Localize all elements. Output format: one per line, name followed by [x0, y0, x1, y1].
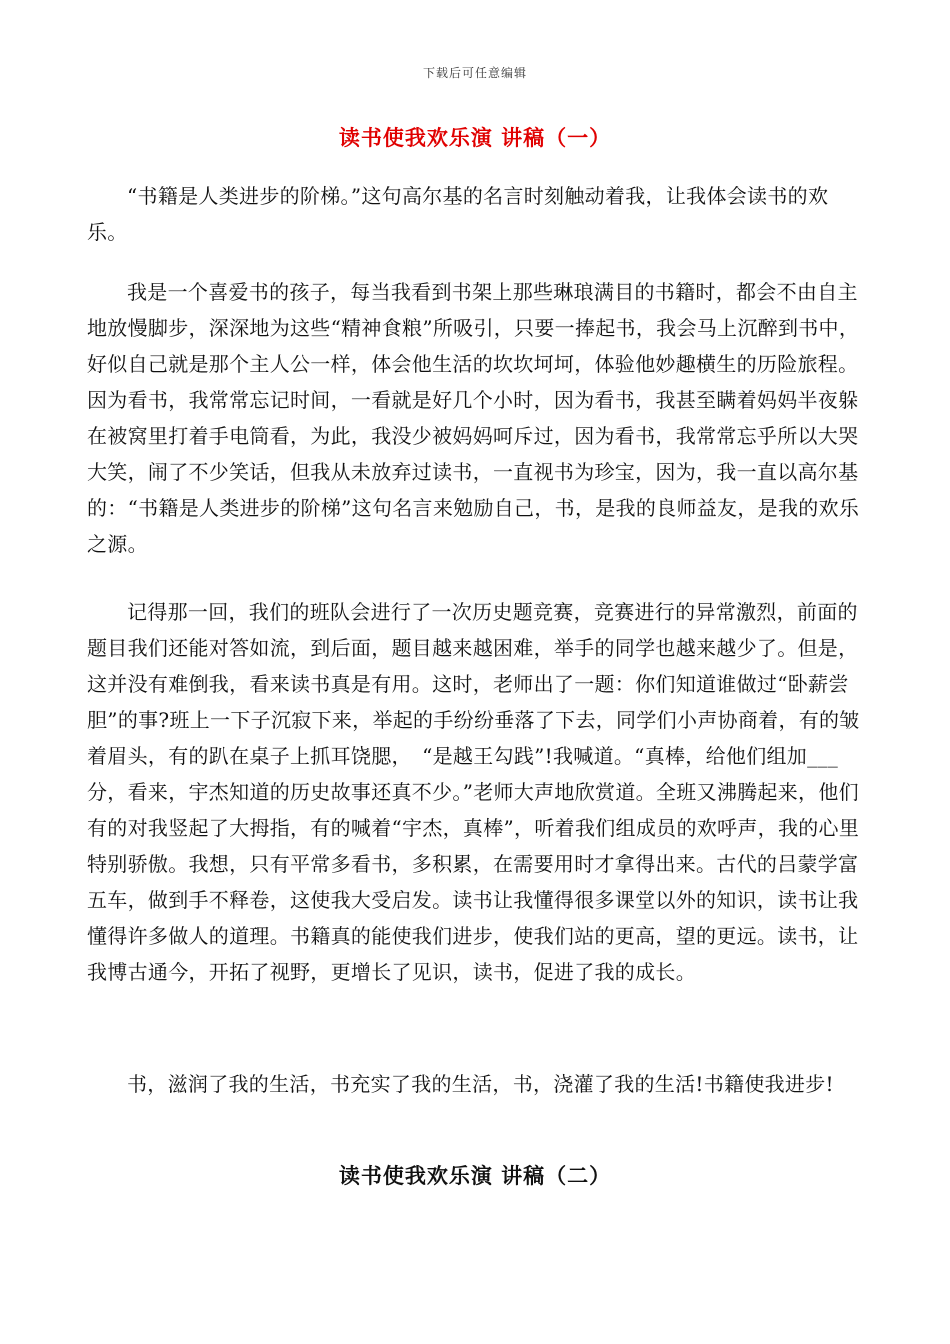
paragraph-2: 我是一个喜爱书的孩子，每当我看到书架上那些琳琅满目的书籍时，都会不由自主地放慢脚步，深深地为这些“精神食粮”所吸引，只要一捧起书，我会马上沉醉到书中，好似自己就是那个主人公一样，体会他生活的坎坎坷坷，体验他妙趣横生的历险旅程。因为看书，我常常忘记时间，一看就是好几个小时，因为看书，我甚至瞒着妈妈半夜躲在被窝里打着手电筒看，为此，我没少被妈妈呵斥过，因为看书，我常常忘乎所以大哭大笑，闹了不少笑话，但我从未放弃过读书，一直视书为珍宝，因为，我一直以高尔基的：“书籍是人类进步的阶梯”这句名言来勉励自己，书，是我的良师益友，是我的欢乐之源。 [87, 280, 860, 556]
speech-title-2: 读书使我欢乐演 讲稿（二） [338, 1163, 612, 1188]
header-note: 下载后可任意编辑 [422, 66, 527, 80]
paragraph-1: “书籍是人类进步的阶梯。”这句高尔基的名言时刻触动着我，让我体会读书的欢乐。 [87, 184, 829, 244]
speech-title-1: 读书使我欢乐演 讲稿（一） [338, 125, 612, 150]
paragraph-4: 书，滋润了我的生活，书充实了我的生活，书，浇灌了我的生活!书籍使我进步! [127, 1072, 834, 1096]
paragraph-3: 记得那一回，我们的班队会进行了一次历史题竞赛，竞赛进行的异常激烈，前面的题目我们还能对答如流，到后面，题目越来越困难，举手的同学也越来越少了。但是，这并没有难倒我，看来读书真是有用。这时，老师出了一题：你们知道谁做过“卧薪尝胆”的事?班上一下子沉寂下来，举起的手纷纷垂落了下去，同学们小声协商着，有的皱着眉头，有的趴在桌子上抓耳饶腮， “是越王勾践”!我喊道。“真棒，给他们组加___分，看来，宇杰知道的历史故事还真不少。”老师大声地欣赏道。全班又沸腾起来，他们有的对我竖起了大拇指，有的喊着“宇杰，真棒”，听着我们组成员的欢呼声，我的心里特别骄傲。我想，只有平常多看书，多积累，在需要用时才拿得出来。古代的吕蒙学富五车，做到手不释卷，这使我大受启发。读书让我懂得很多课堂以外的知识，读书让我懂得许多做人的道理。书籍真的能使我们进步，使我们站的更高，望的更远。读书，让我博古通今，开拓了视野，更增长了见识，读书，促进了我的成长。 [87, 600, 860, 984]
